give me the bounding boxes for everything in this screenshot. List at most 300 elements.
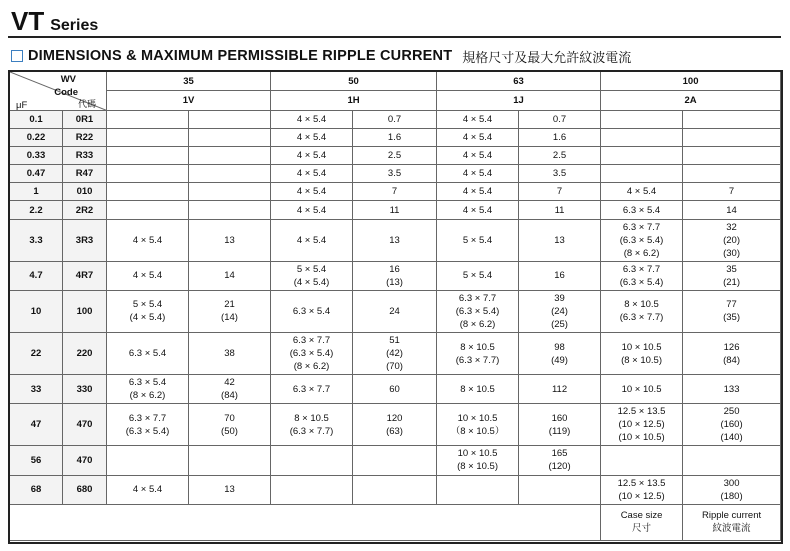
case-size-cell (107, 147, 189, 165)
cell-line: （8 × 10.5） (450, 425, 505, 437)
ripple-current-cell (519, 165, 601, 183)
cell-line: 6.3 × 5.4 (622, 204, 661, 216)
ripple-current-cell (353, 183, 437, 201)
cell-line: 4 × 5.4 (296, 150, 327, 162)
cell-line: (21) (723, 276, 740, 288)
capacitance-code-cell: 470 (63, 446, 107, 475)
cell-line: 3.5 (387, 168, 402, 180)
cell-line: 11 (554, 204, 565, 216)
table-row (10, 446, 781, 475)
case-size-cell (437, 165, 519, 183)
cell-line: 14 (726, 204, 737, 216)
table-row (10, 261, 781, 290)
ripple-current-cell (519, 219, 601, 261)
cell-line: (8 × 10.5) (457, 461, 498, 473)
case-size-cell (437, 475, 519, 504)
cell-line: (49) (551, 354, 568, 366)
capacitance-cell: 0.1 (10, 111, 63, 129)
case-size-cell (107, 404, 189, 446)
ripple-current-cell (683, 129, 781, 147)
capacitance-code-cell: R47 (63, 165, 107, 183)
cell-line: 7 (556, 186, 563, 198)
ripple-current-cell (189, 147, 271, 165)
ripple-current-cell (683, 332, 781, 374)
cell-line: 11 (389, 204, 400, 216)
case-size-cell (271, 290, 353, 332)
cell-line: 0.7 (552, 114, 567, 126)
ripple-current-cell (189, 129, 271, 147)
ripple-current-cell (353, 446, 437, 475)
cell-line: (14) (221, 312, 238, 324)
table-row (10, 375, 781, 404)
cell-line: (6.3 × 5.4) (455, 305, 500, 317)
ripple-current-cell (683, 290, 781, 332)
cell-line: 13 (389, 234, 400, 246)
capacitance-code-cell: 4R7 (63, 261, 107, 290)
cell-line: 8 × 10.5 (624, 299, 659, 311)
cell-line: 165 (551, 448, 568, 460)
capacitance-cell: 0.47 (10, 165, 63, 183)
voltage-code-header: 1H (271, 91, 437, 111)
ripple-current-cell (353, 475, 437, 504)
legend-case-size (601, 504, 683, 540)
ripple-current-cell (519, 404, 601, 446)
voltage-header: 35 (107, 72, 271, 91)
ripple-current-cell (519, 475, 601, 504)
capacitance-code-cell: 100 (63, 290, 107, 332)
cell-line: 77 (726, 299, 737, 311)
ripple-current-cell (683, 183, 781, 201)
cell-line: 5 × 5.4 (462, 234, 493, 246)
table-row (10, 404, 781, 446)
capacitance-code-cell: 2R2 (63, 201, 107, 219)
ripple-current-cell (353, 165, 437, 183)
table-row (10, 183, 781, 201)
cell-line: (119) (548, 425, 571, 437)
cell-line: 4 × 5.4 (462, 168, 493, 180)
cell-line: (6.3 × 5.4) (125, 425, 170, 437)
capacitance-cell: 1 (10, 183, 63, 201)
cell-line: 4 × 5.4 (626, 186, 657, 198)
cell-line: 42 (224, 377, 235, 389)
cell-line: 120 (386, 412, 403, 424)
cell-line: 5 × 5.4 (296, 263, 327, 275)
cell-line: (8 × 6.2) (293, 361, 330, 373)
capacitance-cell: 33 (10, 375, 63, 404)
square-bullet-icon (11, 50, 23, 62)
case-size-cell (271, 404, 353, 446)
table-row (10, 111, 781, 129)
cell-line: (25) (551, 318, 568, 330)
case-size-cell (437, 219, 519, 261)
cell-line: 300 (723, 477, 740, 489)
cell-line: (6.3 × 5.4) (289, 348, 334, 360)
case-size-cell (107, 261, 189, 290)
voltage-code-header: 1J (437, 91, 601, 111)
legend-ripple-current-zh: 紋波電流 (712, 523, 751, 535)
cell-line: 4 × 5.4 (296, 186, 327, 198)
ripple-current-cell (353, 332, 437, 374)
table-row (10, 129, 781, 147)
case-size-cell (437, 183, 519, 201)
uf-label: μF (16, 100, 28, 111)
cell-line: (4 × 5.4) (293, 276, 330, 288)
voltage-header: 63 (437, 72, 601, 91)
capacitance-cell: 3.3 (10, 219, 63, 261)
cell-line: 4 × 5.4 (462, 186, 493, 198)
cell-line: 32 (726, 221, 737, 233)
cell-line: 10 × 10.5 (621, 341, 662, 353)
ripple-current-cell (189, 375, 271, 404)
section-title-en: DIMENSIONS & MAXIMUM PERMISSIBLE RIPPLE CURRENT (28, 48, 453, 64)
cell-line: 4 × 5.4 (462, 132, 493, 144)
cell-line: 24 (389, 305, 400, 317)
cell-line: 70 (224, 412, 235, 424)
ripple-current-cell (519, 375, 601, 404)
cell-line: 6.3 × 7.7 (292, 383, 331, 395)
capacitance-cell: 2.2 (10, 201, 63, 219)
case-size-cell (601, 446, 683, 475)
case-size-cell (437, 404, 519, 446)
cell-line: (63) (386, 425, 403, 437)
table-row (10, 332, 781, 374)
title-rule (8, 36, 781, 38)
cell-line: (10 × 12.5) (618, 490, 665, 502)
ripple-current-cell (353, 111, 437, 129)
case-size-cell (107, 219, 189, 261)
cell-line: (70) (386, 361, 403, 373)
cell-line: 6.3 × 7.7 (292, 335, 331, 347)
case-size-cell (107, 290, 189, 332)
capacitance-cell: 47 (10, 404, 63, 446)
cell-line: (35) (723, 312, 740, 324)
cell-line: (10 × 10.5) (618, 432, 665, 444)
capacitance-cell: 22 (10, 332, 63, 374)
cell-line: 21 (224, 299, 235, 311)
ripple-current-cell (519, 129, 601, 147)
cell-line: 38 (224, 348, 235, 360)
cell-line: 4 × 5.4 (132, 484, 163, 496)
case-size-cell (271, 183, 353, 201)
legend-ripple-current-en: Ripple current (701, 510, 762, 522)
voltage-header: 50 (271, 72, 437, 91)
case-size-cell (271, 446, 353, 475)
series-code: VT (11, 6, 45, 36)
cell-line: 16 (554, 270, 565, 282)
cell-line: (84) (723, 354, 740, 366)
ripple-current-cell (189, 475, 271, 504)
case-size-cell (437, 111, 519, 129)
capacitance-code-cell: 3R3 (63, 219, 107, 261)
case-size-cell (107, 201, 189, 219)
cell-line: 35 (726, 263, 737, 275)
cell-line: 6.3 × 5.4 (128, 377, 167, 389)
case-size-cell (437, 261, 519, 290)
capacitance-cell: 56 (10, 446, 63, 475)
cell-line: (24) (551, 305, 568, 317)
cell-line: 7 (391, 186, 398, 198)
cell-line: 7 (728, 186, 735, 198)
case-size-cell (601, 165, 683, 183)
legend-case-size-zh: 尺寸 (632, 523, 652, 535)
ripple-current-cell (683, 165, 781, 183)
ripple-current-cell (353, 290, 437, 332)
cell-line: 6.3 × 7.7 (128, 412, 167, 424)
cell-line: 6.3 × 5.4 (292, 305, 331, 317)
ripple-current-cell (189, 219, 271, 261)
cell-line: 250 (723, 406, 740, 418)
cell-line: 6.3 × 7.7 (622, 263, 661, 275)
capacitance-code-cell: 330 (63, 375, 107, 404)
case-size-cell (107, 183, 189, 201)
case-size-cell (271, 332, 353, 374)
cell-line: 2.5 (387, 150, 402, 162)
case-size-cell (271, 475, 353, 504)
ripple-current-cell (519, 201, 601, 219)
table-row (10, 201, 781, 219)
ripple-current-cell (683, 147, 781, 165)
capacitance-code-cell: R22 (63, 129, 107, 147)
cell-line: 13 (554, 234, 565, 246)
legend-spacer (10, 504, 601, 540)
case-size-cell (107, 111, 189, 129)
table-row (10, 165, 781, 183)
ripple-current-cell (353, 147, 437, 165)
cell-line: (6.3 × 7.7) (619, 312, 664, 324)
case-size-cell (601, 332, 683, 374)
case-size-cell (601, 111, 683, 129)
cell-line: 126 (723, 341, 740, 353)
case-size-cell (601, 129, 683, 147)
capacitance-code-cell: 010 (63, 183, 107, 201)
cell-line: (6.3 × 5.4) (619, 276, 664, 288)
cell-line: 13 (224, 484, 235, 496)
cell-line: 6.3 × 5.4 (128, 348, 167, 360)
case-size-cell (271, 165, 353, 183)
case-size-cell (271, 111, 353, 129)
cell-line: 4 × 5.4 (296, 132, 327, 144)
legend-ripple-current (683, 504, 781, 540)
table-corner (10, 72, 107, 111)
cell-line: 4 × 5.4 (462, 204, 493, 216)
case-size-cell (437, 446, 519, 475)
case-size-cell (601, 147, 683, 165)
ripple-current-cell (519, 147, 601, 165)
cell-line: 8 × 10.5 (460, 341, 495, 353)
ripple-current-cell (189, 165, 271, 183)
cell-line: 5 × 5.4 (462, 270, 493, 282)
wv-label: WV (60, 74, 76, 85)
cell-line: (8 × 6.2) (459, 318, 496, 330)
case-size-cell (437, 290, 519, 332)
cell-line: (140) (720, 432, 743, 444)
cell-line: 16 (389, 263, 400, 275)
series-title (11, 6, 98, 36)
cell-line: (6.3 × 7.7) (289, 425, 334, 437)
ripple-current-cell (353, 404, 437, 446)
ripple-current-cell (353, 375, 437, 404)
cell-line: 4 × 5.4 (296, 168, 327, 180)
cell-line: (120) (548, 461, 571, 473)
cell-line: 4 × 5.4 (462, 150, 493, 162)
ripple-current-cell (189, 290, 271, 332)
case-size-cell (601, 475, 683, 504)
capacitance-code-cell: 680 (63, 475, 107, 504)
table-row (10, 475, 781, 504)
cell-line: (30) (723, 247, 740, 259)
cell-line: 8 × 10.5 (460, 383, 495, 395)
cell-line: (50) (221, 425, 238, 437)
cell-line: 112 (551, 383, 568, 395)
cell-line: (6.3 × 5.4) (619, 234, 664, 246)
code-label: Code (54, 87, 78, 98)
ripple-current-cell (189, 261, 271, 290)
ripple-current-cell (683, 475, 781, 504)
cell-line: 0.7 (387, 114, 402, 126)
cell-line: (13) (386, 276, 403, 288)
case-size-cell (271, 375, 353, 404)
capacitance-cell: 0.22 (10, 129, 63, 147)
cell-line: 4 × 5.4 (296, 234, 327, 246)
table-row (10, 219, 781, 261)
cell-line: 12.5 × 13.5 (617, 477, 666, 489)
ripple-current-cell (353, 219, 437, 261)
cell-line: (20) (723, 234, 740, 246)
cell-line: (8 × 10.5) (621, 354, 663, 366)
case-size-cell (271, 201, 353, 219)
cell-line: 10 × 10.5 (457, 448, 498, 460)
cell-line: 160 (551, 412, 568, 424)
cell-line: 4 × 5.4 (462, 114, 493, 126)
ripple-current-cell (519, 111, 601, 129)
case-size-cell (437, 375, 519, 404)
cell-line: 4 × 5.4 (296, 204, 327, 216)
cell-line: 98 (554, 341, 565, 353)
voltage-header: 100 (601, 72, 781, 91)
cell-line: 60 (389, 383, 400, 395)
cell-line: (160) (720, 419, 743, 431)
cell-line: (10 × 12.5) (618, 419, 665, 431)
case-size-cell (437, 147, 519, 165)
ripple-current-cell (683, 446, 781, 475)
legend-case-size-en: Case size (620, 510, 663, 522)
ripple-current-cell (189, 111, 271, 129)
case-size-cell (437, 201, 519, 219)
cell-line: 4 × 5.4 (296, 114, 327, 126)
case-size-cell (271, 219, 353, 261)
ripple-current-cell (519, 290, 601, 332)
cell-line: 8 × 10.5 (294, 412, 329, 424)
case-size-cell (601, 375, 683, 404)
ripple-current-cell (683, 111, 781, 129)
capacitance-cell: 68 (10, 475, 63, 504)
legend-row (10, 504, 781, 540)
ripple-current-cell (189, 404, 271, 446)
ripple-current-cell (519, 332, 601, 374)
series-label: Series (50, 17, 99, 34)
code-label-zh: 代碼 (77, 100, 96, 110)
ripple-current-cell (189, 183, 271, 201)
cell-line: (4 × 5.4) (129, 312, 166, 324)
cell-line: (6.3 × 7.7) (455, 354, 500, 366)
table-row (10, 147, 781, 165)
case-size-cell (107, 475, 189, 504)
cell-line: 10 × 10.5 (457, 412, 498, 424)
case-size-cell (271, 147, 353, 165)
case-size-cell (107, 446, 189, 475)
cell-line: 6.3 × 7.7 (458, 292, 497, 304)
ripple-current-cell (353, 261, 437, 290)
table-row (10, 290, 781, 332)
voltage-code-header: 2A (601, 91, 781, 111)
case-size-cell (437, 332, 519, 374)
cell-line: 1.6 (552, 132, 567, 144)
cell-line: 10 × 10.5 (621, 383, 662, 395)
capacitance-cell: 0.33 (10, 147, 63, 165)
cell-line: 2.5 (552, 150, 567, 162)
case-size-cell (107, 165, 189, 183)
cell-line: 6.3 × 7.7 (622, 221, 661, 233)
cell-line: 14 (224, 270, 235, 282)
case-size-cell (601, 261, 683, 290)
cell-line: 3.5 (552, 168, 567, 180)
ripple-current-cell (683, 201, 781, 219)
case-size-cell (107, 129, 189, 147)
case-size-cell (601, 183, 683, 201)
case-size-cell (437, 129, 519, 147)
case-size-cell (601, 201, 683, 219)
cell-line: 5 × 5.4 (132, 299, 163, 311)
cell-line: 4 × 5.4 (132, 234, 163, 246)
cell-line: 1.6 (387, 132, 402, 144)
cell-line: (180) (720, 490, 743, 502)
ripple-current-cell (683, 375, 781, 404)
capacitance-code-cell: 470 (63, 404, 107, 446)
ripple-current-cell (189, 446, 271, 475)
section-title-zh: 規格尺寸及最大允許紋波電流 (462, 50, 632, 66)
capacitance-code-cell: 0R1 (63, 111, 107, 129)
cell-line: (42) (386, 348, 403, 360)
case-size-cell (271, 129, 353, 147)
cell-line: 12.5 × 13.5 (617, 406, 666, 418)
ripple-current-cell (519, 261, 601, 290)
ripple-current-cell (683, 404, 781, 446)
ripple-current-cell (189, 201, 271, 219)
cell-line: (84) (221, 390, 238, 402)
cell-line: (8 × 6.2) (129, 390, 166, 402)
ripple-current-cell (189, 332, 271, 374)
capacitance-cell: 4.7 (10, 261, 63, 290)
voltage-code-header: 1V (107, 91, 271, 111)
ripple-current-cell (683, 219, 781, 261)
case-size-cell (601, 219, 683, 261)
cell-line: 51 (389, 335, 400, 347)
cell-line: 133 (723, 383, 740, 395)
case-size-cell (271, 261, 353, 290)
capacitance-code-cell: 220 (63, 332, 107, 374)
ripple-current-cell (519, 183, 601, 201)
case-size-cell (107, 332, 189, 374)
case-size-cell (107, 375, 189, 404)
cell-line: 13 (224, 234, 235, 246)
ripple-current-cell (353, 201, 437, 219)
cell-line: 39 (554, 292, 565, 304)
ripple-current-cell (683, 261, 781, 290)
cell-line: (8 × 6.2) (623, 247, 660, 259)
ripple-current-cell (353, 129, 437, 147)
section-heading (11, 46, 631, 66)
case-size-cell (601, 404, 683, 446)
